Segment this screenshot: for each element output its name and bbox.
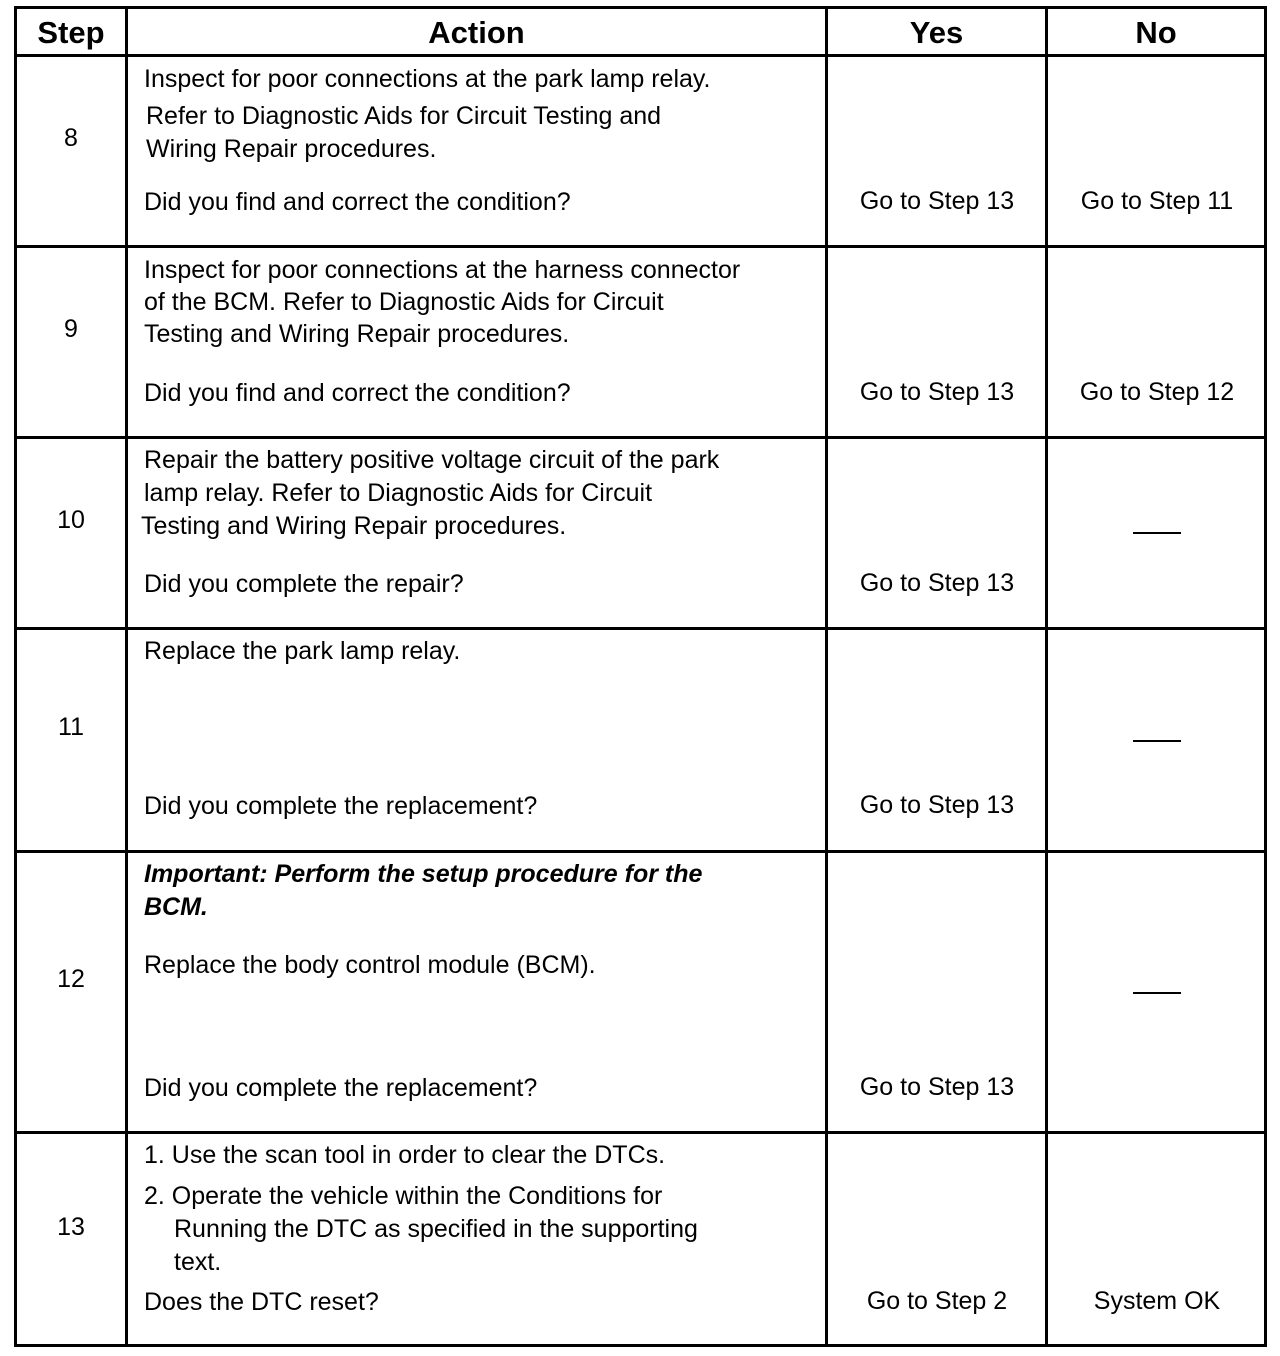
action-question: Did you complete the replacement? bbox=[144, 792, 538, 820]
action-question: Did you find and correct the condition? bbox=[144, 379, 571, 407]
no-result: Go to Step 12 bbox=[1079, 378, 1235, 406]
action-text: lamp relay. Refer to Diagnostic Aids for Circuit bbox=[144, 479, 653, 507]
yes-result: Go to Step 13 bbox=[859, 187, 1015, 215]
yes-result: Go to Step 13 bbox=[859, 378, 1015, 406]
action-question: Did you complete the repair? bbox=[144, 570, 464, 598]
header-step: Step bbox=[37, 15, 105, 50]
important-note: Important: Perform the setup procedure for the bbox=[144, 860, 703, 888]
row-divider bbox=[17, 850, 1264, 853]
no-result: Go to Step 11 bbox=[1080, 187, 1234, 215]
step-number: 10 bbox=[57, 506, 85, 534]
column-divider bbox=[125, 9, 128, 1344]
row-divider bbox=[17, 627, 1264, 630]
step-number: 11 bbox=[58, 713, 84, 741]
action-question: Does the DTC reset? bbox=[144, 1288, 379, 1316]
yes-result: Go to Step 13 bbox=[859, 1073, 1015, 1101]
action-text: 2. Operate the vehicle within the Conditions for bbox=[144, 1182, 663, 1210]
row-divider bbox=[17, 1131, 1264, 1134]
action-text: of the BCM. Refer to Diagnostic Aids for Circuit bbox=[144, 288, 664, 316]
important-note: BCM. bbox=[144, 893, 208, 921]
action-text: Refer to Diagnostic Aids for Circuit Testing and bbox=[146, 102, 662, 130]
action-text: Replace the park lamp relay. bbox=[144, 637, 461, 665]
yes-result: Go to Step 13 bbox=[859, 791, 1015, 819]
action-text: text. bbox=[174, 1248, 222, 1276]
step-number: 9 bbox=[64, 315, 78, 343]
header-action: Action bbox=[428, 15, 525, 50]
yes-result: Go to Step 2 bbox=[866, 1287, 1008, 1315]
action-text: Inspect for poor connections at the harness connector bbox=[144, 256, 741, 284]
header-yes: Yes bbox=[909, 15, 964, 50]
action-text: 1. Use the scan tool in order to clear the DTCs. bbox=[144, 1141, 666, 1169]
action-text: Testing and Wiring Repair procedures. bbox=[141, 512, 567, 540]
header-no: No bbox=[1135, 15, 1177, 50]
action-text: Wiring Repair procedures. bbox=[146, 135, 437, 163]
action-text: Running the DTC as specified in the supporting bbox=[174, 1215, 698, 1243]
action-text: Inspect for poor connections at the park lamp relay. bbox=[144, 65, 711, 93]
action-text: Testing and Wiring Repair procedures. bbox=[144, 320, 570, 348]
action-question: Did you find and correct the condition? bbox=[144, 188, 571, 216]
no-result-dash bbox=[1133, 740, 1181, 742]
yes-result: Go to Step 13 bbox=[859, 569, 1015, 597]
step-number: 13 bbox=[57, 1213, 85, 1241]
step-number: 8 bbox=[64, 124, 78, 152]
action-text: Repair the battery positive voltage circuit of the park bbox=[144, 446, 720, 474]
row-divider bbox=[17, 54, 1264, 57]
action-question: Did you complete the replacement? bbox=[144, 1074, 538, 1102]
diagnostic-table bbox=[14, 6, 1267, 1347]
no-result-dash bbox=[1133, 532, 1181, 534]
row-divider bbox=[17, 245, 1264, 248]
row-divider bbox=[17, 436, 1264, 439]
action-text: Replace the body control module (BCM). bbox=[144, 951, 596, 979]
step-number: 12 bbox=[57, 965, 85, 993]
no-result: System OK bbox=[1093, 1287, 1221, 1315]
no-result-dash bbox=[1133, 992, 1181, 994]
